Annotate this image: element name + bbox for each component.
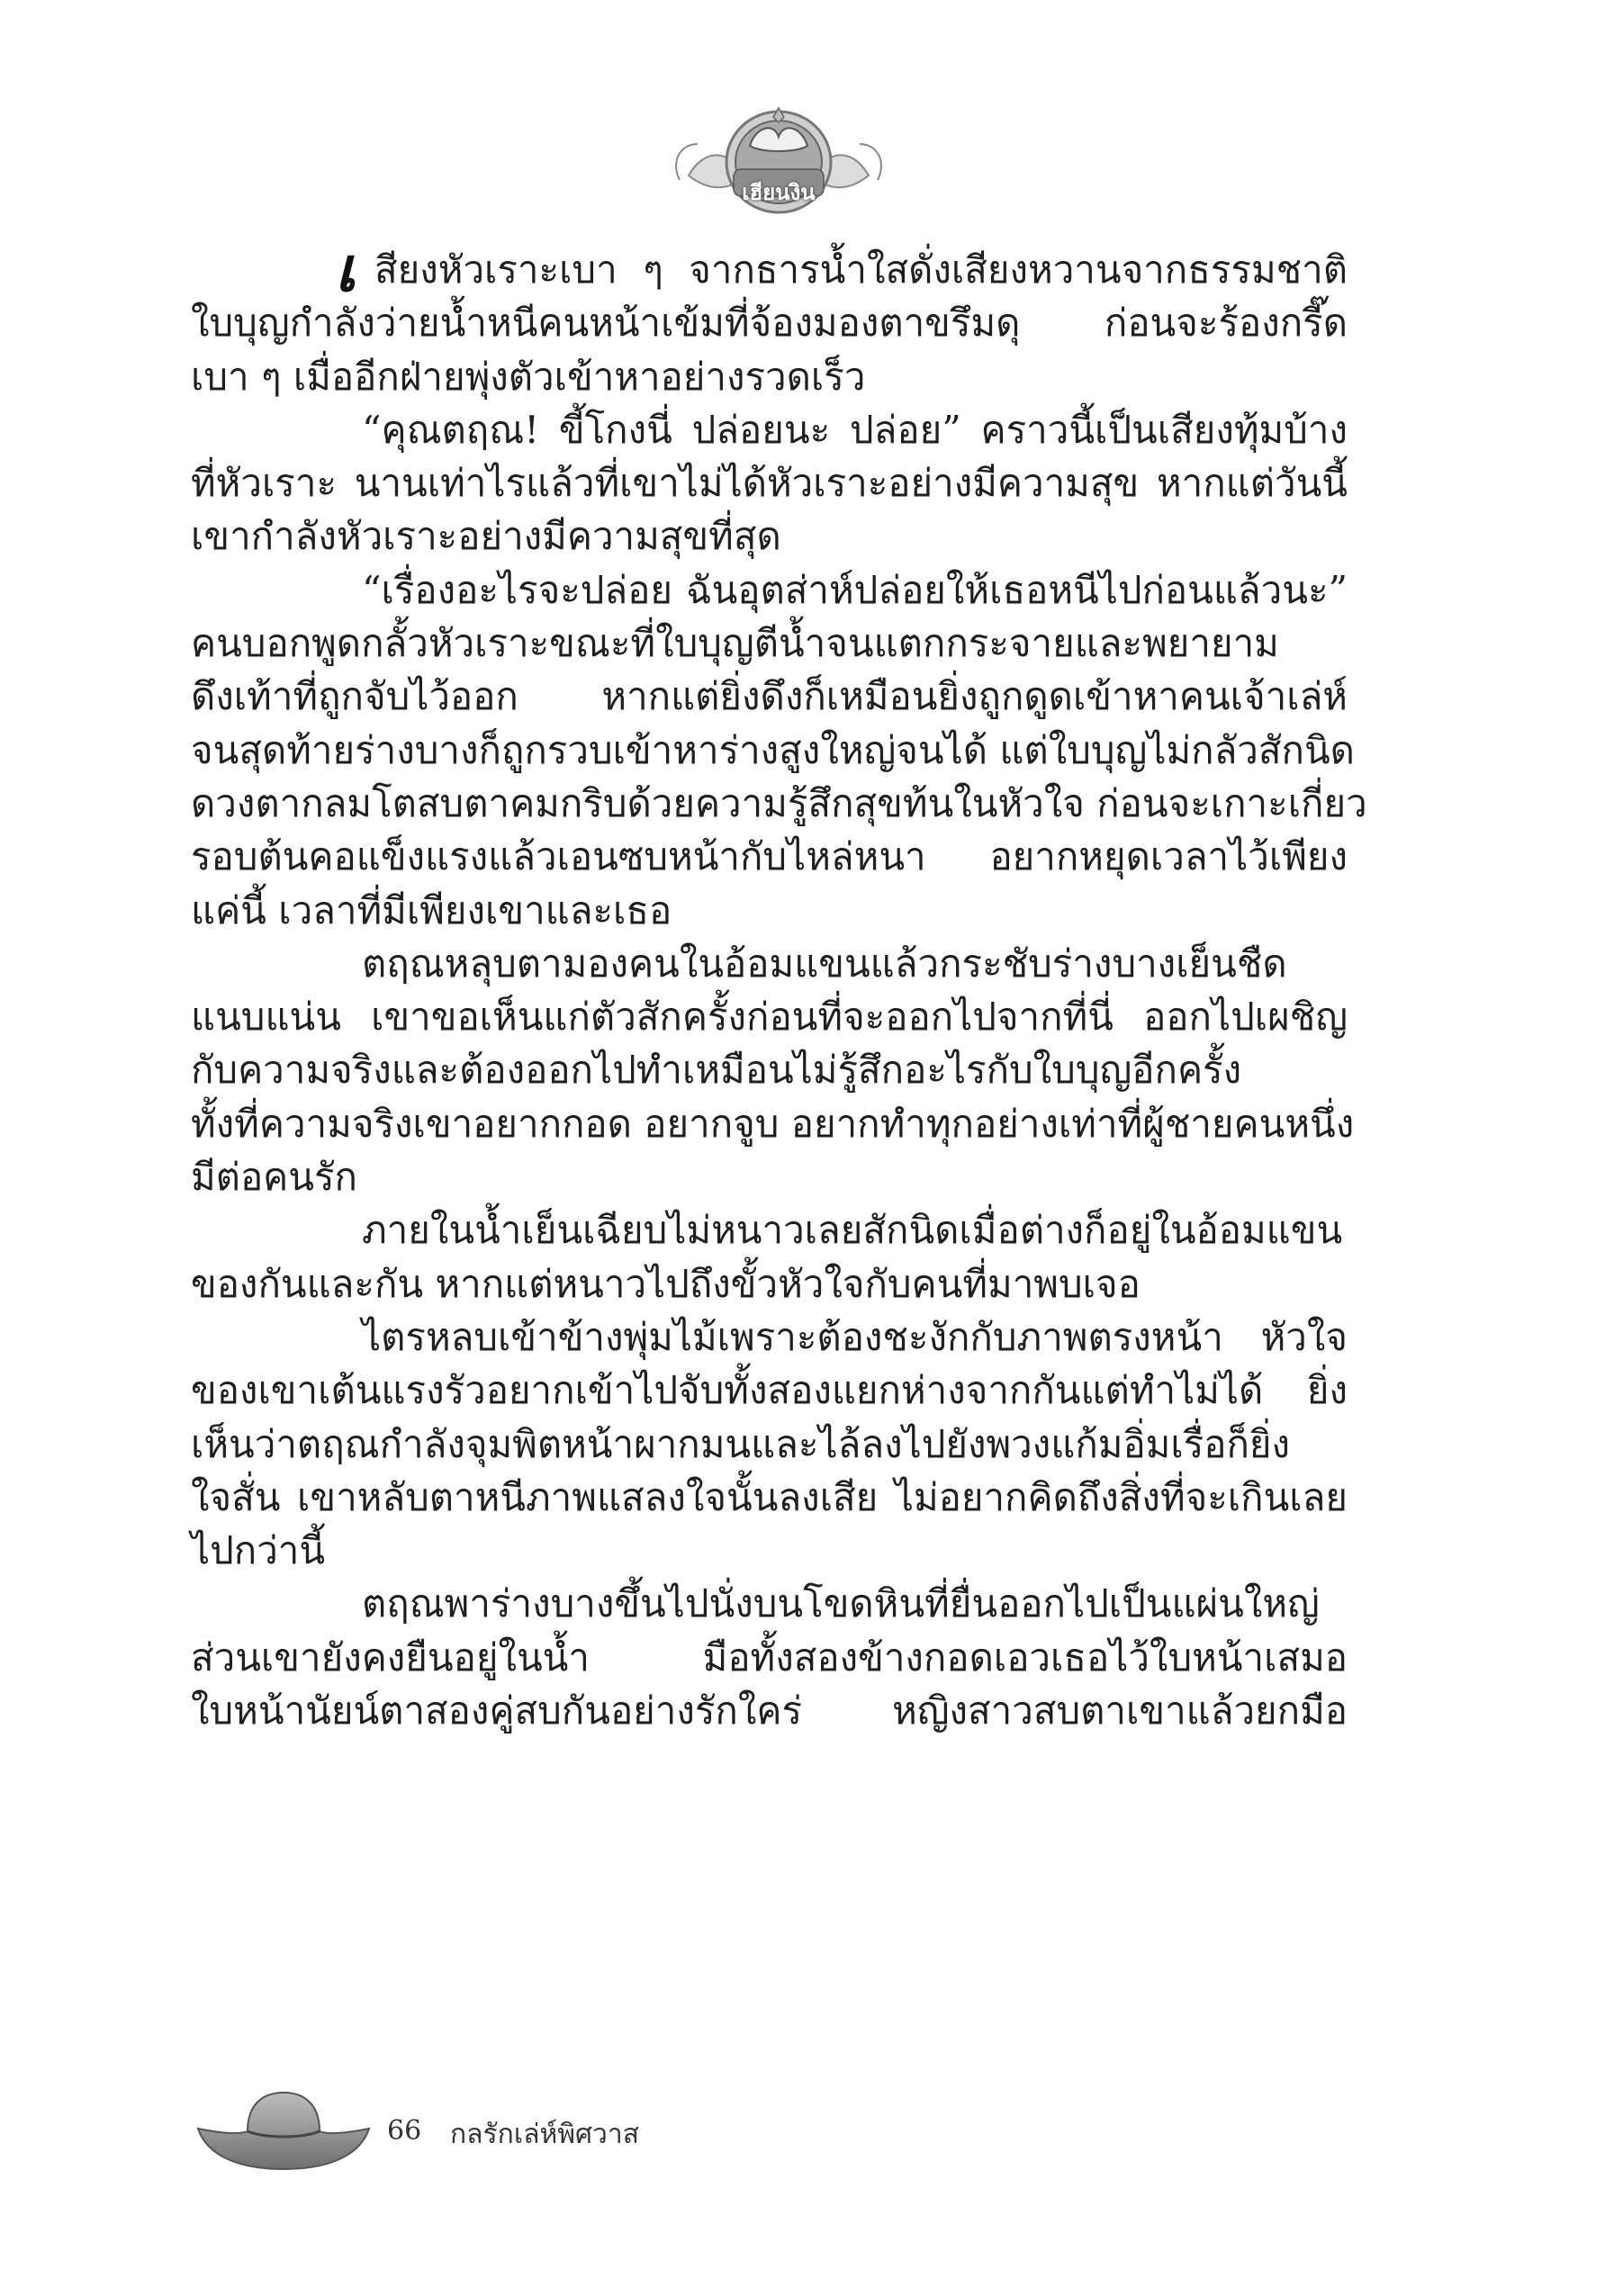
text-line-content: ตฤณพาร่างบางขึ้นไปนั่งบนโขดหินที่ยื่นออกไปเป็นแผ่นใหญ่ [362,1581,1320,1626]
text-line [191,1364,1348,1417]
text-line [191,296,1348,349]
dropcap: เ [335,234,356,306]
text-line [191,1203,1348,1256]
text-line-content: มีต่อคนรัก [191,1155,357,1200]
text-line-content: รอบต้นคอแข็งแรงแล้วเอนซบหน้ากับไหล่หนา อยากหยุดเวลาไว้เพียง [191,834,1348,879]
text-line [191,724,1355,777]
text-line [191,617,1348,670]
text-line-content: แค่นี้ เวลาที่มีเพียงเขาและเธอ [191,887,672,932]
text-line [191,1684,1348,1737]
text-line-content: ที่หัวเราะ นานเท่าไรแล้วที่เขาไม่ได้หัวเราะอย่างมีความสุข หากแต่วันนี้ [191,461,1348,506]
text-line [191,1631,1348,1684]
header-emblem [671,90,887,225]
book-title: กลรักเล่ห์พิศวาส [450,2119,640,2150]
text-line [191,403,1348,456]
text-line-content: ดวงตากลมโตสบตาคมกริบด้วยความรู้สึกสุขท้นในหัวใจ ก่อนจะเกาะเกี่ยว [191,780,1367,825]
text-line-content: ไตรหลบเข้าข้างพุ่มไม้เพราะต้องชะงักกับภาพตรงหน้า หัวใจ [362,1314,1348,1359]
text-line-content: ไปกว่านี้ [191,1528,326,1573]
text-line-content: ดึงเท้าที่ถูกจับไว้ออก หากแต่ยิ่งดึงก็เหมือนยิ่งถูกดูดเข้าหาคนเจ้าเล่ห์ [191,674,1348,719]
text-line-content: แนบแน่น เขาขอเห็นแก่ตัวสักครั้งก่อนที่จะออกไปจากที่นี่ ออกไปเผชิญ [191,995,1348,1040]
text-line [191,670,1348,723]
text-line-content: ของเขาเต้นแรงรัวอยากเข้าไปจับทั้งสองแยกห่างจากกันแต่ทำไม่ได้ ยิ่ง [191,1368,1348,1413]
text-line [191,1418,1348,1471]
text-line [191,1043,1348,1096]
text-line-content: ทั้งที่ความจริงเขาอยากกอด อยากจูบ อยากทำทุกอย่างเท่าที่ผู้ชายคนหนึ่ง [191,1101,1355,1146]
text-line [191,884,1348,937]
text-line-content: “คุณตฤณ! ขี้โกงนี่ ปล่อยนะ ปล่อย” คราวนี้เป็นเสียงทุ้มบ้าง [362,407,1348,452]
text-line [191,350,1348,403]
text-line-content: จนสุดท้ายร่างบางก็ถูกรวบเข้าหาร่างสูงใหญ่จนได้ แต่ใบบุญไม่กลัวสักนิด [191,727,1355,772]
text-line-content: คนบอกพูดกลั้วหัวเราะขณะที่ใบบุญตีน้ำจนแตกกระจายและพยายาม [191,621,1279,666]
text-line-content: ใบบุญกำลังว่ายน้ำหนีคนหน้าเข้มที่จ้องมองตาขรึมดุ ก่อนจะร้องกรี๊ด [191,301,1348,346]
text-line [191,1097,1355,1150]
body-text [191,234,1367,1737]
text-line-content: เขากำลังหัวเราะอย่างมีความสุขที่สุด [191,514,781,559]
text-line [191,1524,1348,1577]
text-line [191,1471,1348,1524]
text-line [191,243,1348,296]
emblem-label: เฮียนงิน [742,180,816,205]
text-line [191,563,1348,617]
text-line [191,1310,1348,1364]
text-line-content: เบา ๆ เมื่ออีกฝ่ายพุ่งตัวเข้าหาอย่างรวดเร็ว [191,354,866,399]
text-line-content: เห็นว่าตฤณกำลังจุมพิตหน้าผากมนและไล้ลงไปยังพวงแก้มอิ่มเรื่อก็ยิ่ง [191,1421,1291,1466]
text-line-content: “เรื่องอะไรจะปล่อย ฉันอุตส่าห์ปล่อยให้เธอหนีไปก่อนแล้วนะ” [362,567,1348,612]
text-line [191,1257,1348,1310]
text-line-content: ส่วนเขายังคงยืนอยู่ในน้ำ มือทั้งสองข้างกอดเอวเธอไว้ใบหน้าเสมอ [191,1634,1348,1679]
text-line [191,990,1348,1043]
text-line [191,830,1348,883]
page-number: 66 [387,2115,422,2147]
text-line-content: ตฤณหลุบตามองคนในอ้อมแขนแล้วกระชับร่างบางเย็นชืด [362,941,1287,986]
page-footer [194,2079,824,2187]
text-line [191,456,1348,509]
text-line [191,937,1348,990]
text-line-content: ของกันและกัน หากแต่หนาวไปถึงขั้วหัวใจกับคนที่มาพบเจอ [191,1261,1141,1306]
text-line-content: ภายในน้ำเย็นเฉียบไม่หนาวเลยสักนิดเมื่อต่างก็อยู่ในอ้อมแขน [362,1208,1343,1253]
text-line-content: ใบหน้านัยน์ตาสองคู่สบกันอย่างรักใคร่ หญิงสาวสบตาเขาแล้วยกมือ [191,1688,1348,1733]
text-line [191,1150,1348,1203]
text-line-content: กับความจริงและต้องออกไปทำเหมือนไม่รู้สึกอะไรกับใบบุญอีกครั้ง [191,1048,1242,1093]
text-line [191,1577,1348,1630]
text-line [191,777,1367,830]
cowboy-hat-icon [194,2079,374,2178]
text-line [191,509,1348,563]
text-line-content: ใจสั่น เขาหลับตาหนีภาพแสลงใจนั้นลงเสีย ไม่อยากคิดถึงสิ่งที่จะเกินเลย [191,1474,1348,1519]
text-line-content: สียงหัวเราะเบา ๆ จากธารน้ำใสดั่งเสียงหวานจากธรรมชาติ [374,248,1348,292]
